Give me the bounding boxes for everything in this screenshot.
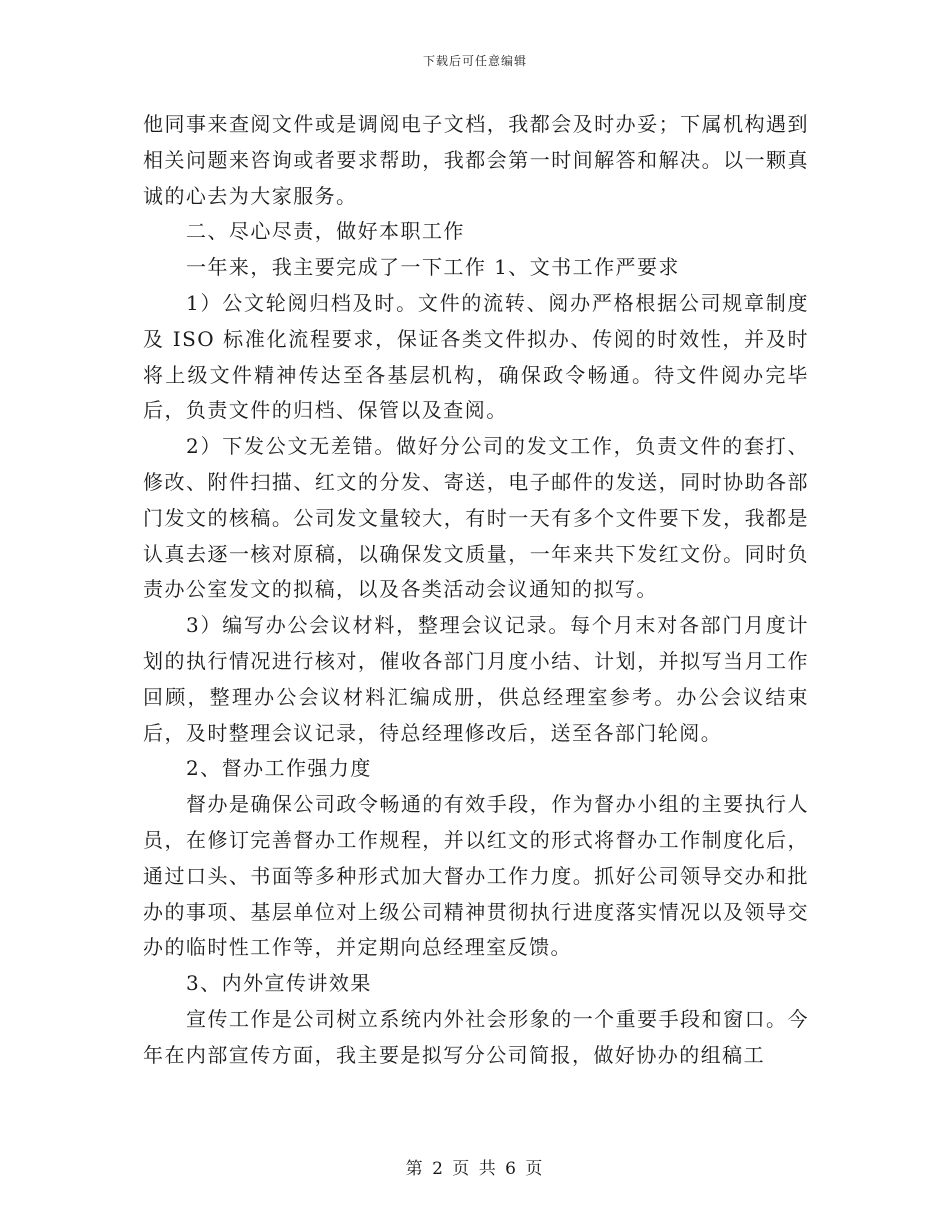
paragraph: 他同事来查阅文件或是调阅电子文档，我都会及时办妥；下属机构遇到相关问题来咨询或者要求帮助，我都会第一时间解答和解决。以一颗真诚的心去为大家服务。	[143, 112, 809, 208]
page-number: 第 2 页 共 6 页	[405, 1159, 545, 1179]
paragraph: 2）下发公文无差错。做好分公司的发文工作，负责文件的套打、修改、附件扫描、红文的分发、寄送，电子邮件的发送，同时协助各部门发文的核稿。公司发文量较大，有时一天有多个文件要下发，我都是认真去逐一核对原稿，以确保发文质量，一年来共下发红文份。同时负责办公室发文的拟稿，以及各类活动会议通知的拟写。	[143, 434, 809, 602]
page-header: 下载后可任意编辑	[422, 54, 527, 68]
paragraph: 一年来，我主要完成了一下工作 1、文书工作严要求	[186, 255, 680, 280]
paragraph: 3）编写办公会议材料，整理会议记录。每个月末对各部门月度计划的执行情况进行核对，催收各部门月度小结、计划，并拟写当月工作回顾，整理办公会议材料汇编成册，供总经理室参考。办公会议结束后，及时整理会议记录，待总经理修改后，送至各部门轮阅。	[143, 613, 809, 745]
paragraph: 宣传工作是公司树立系统内外社会形象的一个重要手段和窗口。今年在内部宣传方面，我主要是拟写分公司简报，做好协办的组稿工	[143, 1006, 809, 1067]
paragraph: 督办是确保公司政令畅通的有效手段，作为督办小组的主要执行人员，在修订完善督办工作规程，并以红文的形式将督办工作制度化后，通过口头、书面等多种形式加大督办工作力度。抓好公司领导交办和批办的事项、基层单位对上级公司精神贯彻执行进度落实情况以及领导交办的临时性工作等，并定期向总经理室反馈。	[143, 792, 809, 960]
subsection-heading: 2、督办工作强力度	[186, 756, 372, 781]
subsection-heading: 3、内外宣传讲效果	[186, 971, 372, 996]
section-heading: 二、尽心尽责，做好本职工作	[186, 219, 465, 244]
document-body	[143, 107, 809, 1074]
paragraph: 1）公文轮阅归档及时。文件的流转、阅办严格根据公司规章制度及 ISO 标准化流程要求，保证各类文件拟办、传阅的时效性，并及时将上级文件精神传达至各基层机构，确保政令畅通。待文件阅办完毕后，负责文件的归档、保管以及查阅。	[143, 290, 809, 423]
